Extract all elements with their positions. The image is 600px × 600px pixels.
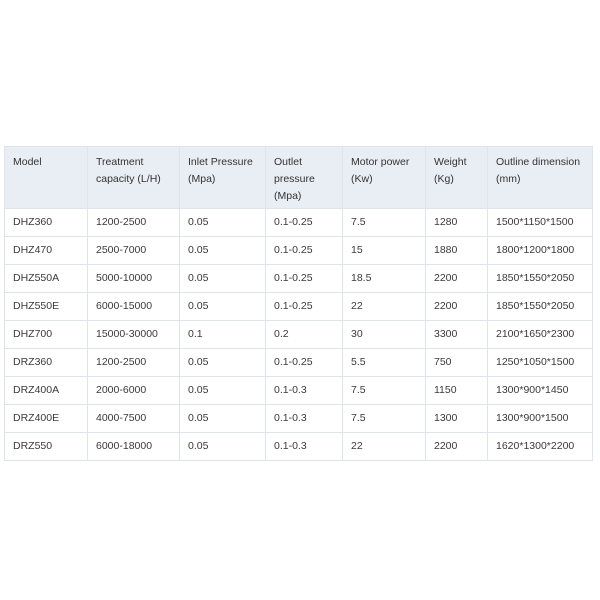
table-cell: 6000-15000: [88, 293, 180, 321]
column-header-text: (Kg): [434, 173, 454, 185]
table-cell: 0.05: [180, 349, 266, 377]
table-row: [5, 321, 593, 349]
table-row: [5, 377, 593, 405]
table-cell: 0.1-0.3: [266, 405, 343, 433]
column-header-text: capacity (L/H): [96, 173, 161, 185]
table-cell: 4000-7500: [88, 405, 180, 433]
table-header: [5, 147, 593, 209]
column-header-text: Model: [13, 156, 42, 168]
table-row: [5, 209, 593, 237]
table-cell: 7.5: [343, 405, 426, 433]
table-row: [5, 433, 593, 461]
table-cell: 1620*1300*2200: [488, 433, 593, 461]
table-cell: 2200: [426, 433, 488, 461]
table-cell: 1300: [426, 405, 488, 433]
table-cell: 5.5: [343, 349, 426, 377]
table-cell: 2500-7000: [88, 237, 180, 265]
table-cell: 7.5: [343, 209, 426, 237]
table-cell: 2000-6000: [88, 377, 180, 405]
table-cell: 1850*1550*2050: [488, 293, 593, 321]
table-cell: DHZ700: [5, 321, 88, 349]
table-row: [5, 349, 593, 377]
column-header-text: Outlet: [274, 156, 303, 168]
table-cell: 0.1-0.25: [266, 209, 343, 237]
column-header-text: Treatment: [96, 156, 144, 168]
table-cell: 2100*1650*2300: [488, 321, 593, 349]
table-cell: 0.1-0.25: [266, 237, 343, 265]
column-header: [88, 147, 180, 209]
table-cell: 2200: [426, 265, 488, 293]
table-cell: 15: [343, 237, 426, 265]
column-header: [5, 147, 88, 209]
table-cell: 0.1-0.3: [266, 377, 343, 405]
table-cell: 1880: [426, 237, 488, 265]
table-row: [5, 265, 593, 293]
table-cell: DHZ470: [5, 237, 88, 265]
table-cell: 5000-10000: [88, 265, 180, 293]
table-cell: 2200: [426, 293, 488, 321]
table-cell: 1850*1550*2050: [488, 265, 593, 293]
column-header-text: (mm): [496, 173, 521, 185]
table-row: [5, 237, 593, 265]
table-cell: 750: [426, 349, 488, 377]
table-cell: 0.1-0.25: [266, 293, 343, 321]
table-cell: DRZ400A: [5, 377, 88, 405]
column-header-text: (Mpa): [274, 190, 302, 202]
table-cell: 1280: [426, 209, 488, 237]
table-cell: 1300*900*1500: [488, 405, 593, 433]
table-cell: DRZ550: [5, 433, 88, 461]
table-cell: 22: [343, 433, 426, 461]
column-header-text: Outline dimension: [496, 156, 581, 168]
table-cell: 30: [343, 321, 426, 349]
column-header-text: (Mpa): [188, 173, 216, 185]
table-cell: 1800*1200*1800: [488, 237, 593, 265]
table-cell: 0.05: [180, 237, 266, 265]
table-row: [5, 293, 593, 321]
table-cell: 6000-18000: [88, 433, 180, 461]
table-cell: DHZ360: [5, 209, 88, 237]
table-cell: 0.1-0.25: [266, 265, 343, 293]
table-cell: 0.1: [180, 321, 266, 349]
table-cell: 0.05: [180, 377, 266, 405]
table-body: [5, 209, 593, 461]
table-cell: DHZ550E: [5, 293, 88, 321]
table-cell: 0.05: [180, 405, 266, 433]
table-cell: 1500*1150*1500: [488, 209, 593, 237]
table-cell: 0.1-0.25: [266, 349, 343, 377]
table-cell: 1200-2500: [88, 209, 180, 237]
table-cell: 3300: [426, 321, 488, 349]
column-header-text: (Kw): [351, 173, 373, 185]
column-header: [343, 147, 426, 209]
table-cell: DRZ360: [5, 349, 88, 377]
table-cell: 7.5: [343, 377, 426, 405]
table-cell: 18.5: [343, 265, 426, 293]
table-cell: 0.05: [180, 293, 266, 321]
table-cell: 0.05: [180, 265, 266, 293]
column-header: [488, 147, 593, 209]
table-cell: 0.05: [180, 209, 266, 237]
table-cell: DRZ400E: [5, 405, 88, 433]
column-header-text: Weight: [434, 156, 467, 168]
table-cell: 0.05: [180, 433, 266, 461]
table-cell: 1150: [426, 377, 488, 405]
table-cell: 1200-2500: [88, 349, 180, 377]
table-cell: 0.2: [266, 321, 343, 349]
table-row: [5, 405, 593, 433]
specification-table: [4, 146, 593, 461]
column-header: [266, 147, 343, 209]
table-cell: 15000-30000: [88, 321, 180, 349]
column-header: [180, 147, 266, 209]
column-header-text: Motor power: [351, 156, 410, 168]
column-header: [426, 147, 488, 209]
header-row: [5, 147, 593, 209]
table-cell: 1250*1050*1500: [488, 349, 593, 377]
table-cell: DHZ550A: [5, 265, 88, 293]
table-cell: 1300*900*1450: [488, 377, 593, 405]
table-cell: 0.1-0.3: [266, 433, 343, 461]
column-header-text: pressure: [274, 173, 315, 185]
column-header-text: Inlet Pressure: [188, 156, 253, 168]
table-cell: 22: [343, 293, 426, 321]
